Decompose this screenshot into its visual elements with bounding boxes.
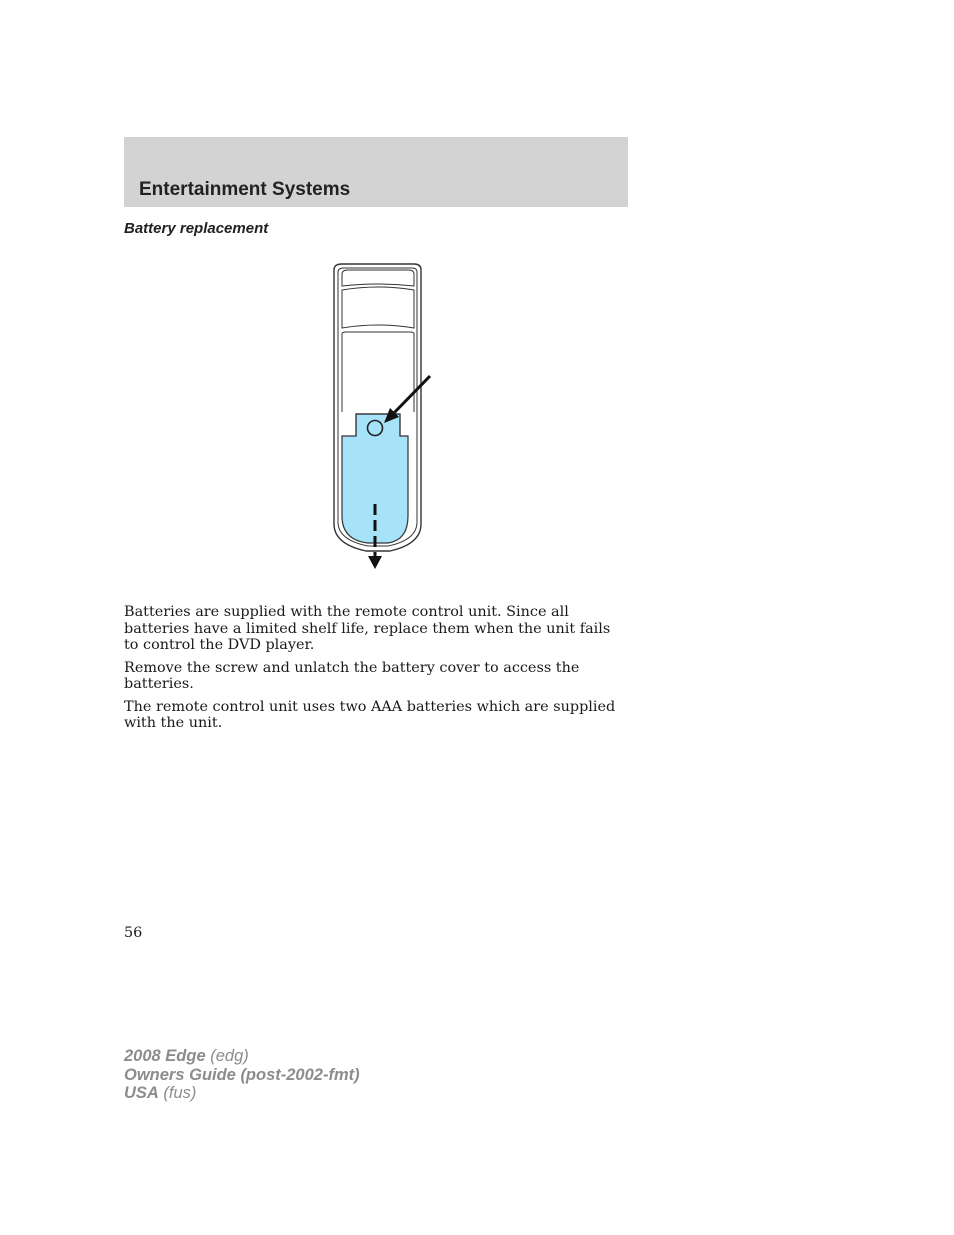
section-header-band	[124, 137, 628, 207]
section-title: Entertainment Systems	[139, 179, 351, 200]
document-footer	[124, 1047, 360, 1103]
footer-line-2: Owners Guide (post-2002-fmt)	[124, 1065, 360, 1084]
screw-icon	[368, 421, 383, 436]
paragraph-remove-screw: Remove the screw and unlatch the battery cover to access the batteries.	[124, 659, 580, 692]
paragraph-batteries-supplied: Batteries are supplied with the remote control unit. Since all batteries have a limited shelf life, replace them when the unit fails to control the DVD player.	[124, 604, 611, 653]
footer-line-1: 2008 Edge (edg)	[124, 1047, 249, 1065]
remote-control-illustration	[320, 262, 440, 574]
paragraph-aaa-batteries: The remote control unit uses two AAA batteries which are supplied with the unit.	[124, 698, 616, 731]
page-number: 56	[124, 925, 143, 941]
subheading-battery-replacement: Battery replacement	[124, 220, 269, 237]
body-text	[124, 604, 628, 738]
footer-line-3: USA (fus)	[124, 1084, 197, 1102]
